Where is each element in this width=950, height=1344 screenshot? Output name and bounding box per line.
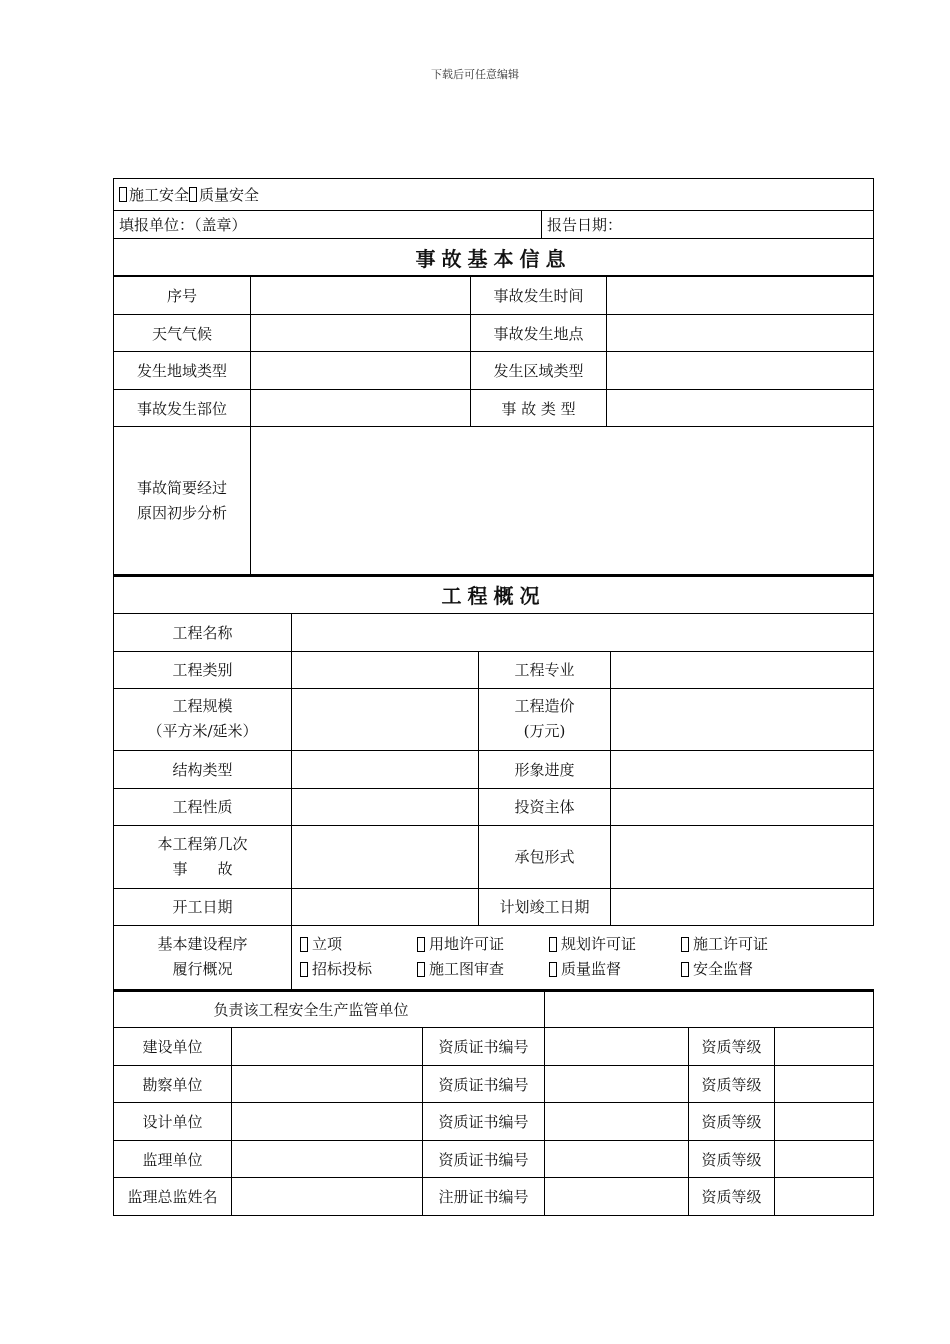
value-chief-supervisor-name[interactable] [232, 1178, 423, 1216]
value-project-category[interactable] [292, 651, 479, 688]
label-weather: 天气气候 [114, 315, 251, 352]
procedure-item-project-approval[interactable] [300, 932, 417, 957]
label-area-type: 发生区域类型 [471, 352, 607, 390]
checkbox-icon[interactable] [417, 962, 425, 977]
value-territory-type[interactable] [251, 352, 471, 390]
project-overview-title: 工程概况 [114, 576, 874, 613]
label-accident-part: 事故发生部位 [114, 390, 251, 427]
label-serial-no: 序号 [114, 277, 251, 315]
value-registration-cert-no[interactable] [545, 1178, 689, 1216]
value-occurrence-time[interactable] [607, 277, 874, 315]
label-accident-type: 事 故 类 型 [471, 390, 607, 427]
label-qualification-grade: 资质等级 [689, 1028, 775, 1066]
label-unit-construction: 建设单位 [114, 1028, 232, 1066]
value-project-name[interactable] [292, 613, 874, 651]
label-cert-no: 资质证书编号 [423, 1141, 545, 1178]
scale-label-line: 工程规模 [172, 697, 233, 715]
label-project-specialty: 工程专业 [479, 651, 611, 688]
procedure-item-safety-supervision[interactable] [681, 957, 753, 982]
label-location: 事故发生地点 [471, 315, 607, 352]
label-chief-supervisor-name: 监理总监姓名 [114, 1178, 232, 1216]
label-registration-cert-no: 注册证书编号 [423, 1178, 545, 1216]
cost-label-line: 工程造价 [514, 697, 575, 715]
project-table [113, 575, 874, 990]
procedure-item-construction-permit[interactable] [681, 932, 768, 957]
value-cert-no[interactable] [545, 1028, 689, 1066]
value-qualification-grade[interactable] [775, 1066, 874, 1103]
procedure-item-label: 招标投标 [312, 960, 373, 978]
checkbox-icon[interactable] [681, 937, 689, 952]
label-structure-type: 结构类型 [114, 750, 292, 788]
label-project-name: 工程名称 [114, 613, 292, 651]
checkbox-icon[interactable] [549, 962, 557, 977]
label-project-cost [479, 688, 611, 750]
procedure-checklist [292, 925, 874, 989]
procedure-row [300, 957, 869, 982]
summary-label-line: 事故简要经过 [136, 478, 227, 497]
value-qualification-grade[interactable] [775, 1178, 874, 1216]
label-accident-count [114, 825, 292, 888]
value-weather[interactable] [251, 315, 471, 352]
header-table [113, 178, 874, 276]
procedure-item-label: 安全监督 [693, 960, 754, 978]
value-structure-type[interactable] [292, 750, 479, 788]
label-start-date: 开工日期 [114, 888, 292, 925]
label-unit-supervisor: 监理单位 [114, 1141, 232, 1178]
procedure-item-label: 用地许可证 [429, 935, 505, 953]
checkbox-construction-safety[interactable] [119, 187, 127, 202]
value-unit-construction[interactable] [232, 1028, 423, 1066]
cost-unit-line: (万元) [523, 722, 566, 740]
value-accident-part[interactable] [251, 390, 471, 427]
label-planned-completion: 计划竣工日期 [479, 888, 611, 925]
scale-unit-line: （平方米/延米） [147, 722, 258, 740]
checkbox-icon[interactable] [549, 937, 557, 952]
procedure-label-line: 履行概况 [172, 960, 233, 978]
value-contract-form[interactable] [611, 825, 874, 888]
procedure-row [300, 932, 869, 957]
procedure-item-drawing-review[interactable] [417, 957, 549, 982]
label-progress: 形象进度 [479, 750, 611, 788]
category-option-label: 质量安全 [199, 186, 260, 204]
value-unit-survey[interactable] [232, 1066, 423, 1103]
label-construction-procedure [114, 925, 292, 989]
value-project-nature[interactable] [292, 788, 479, 825]
value-cert-no[interactable] [545, 1141, 689, 1178]
label-cert-no: 资质证书编号 [423, 1028, 545, 1066]
accident-info-title: 事故基本信息 [114, 239, 874, 276]
page-caption: 下载后可任意编辑 [431, 68, 519, 81]
value-cert-no[interactable] [545, 1066, 689, 1103]
value-project-specialty[interactable] [611, 651, 874, 688]
value-project-scale[interactable] [292, 688, 479, 750]
accident-info-table [113, 276, 874, 575]
label-qualification-grade: 资质等级 [689, 1103, 775, 1141]
accident-count-line: 本工程第几次 [157, 834, 248, 853]
label-project-scale [114, 688, 292, 750]
category-option-label: 施工安全 [129, 186, 190, 204]
procedure-item-label: 规划许可证 [561, 935, 637, 953]
value-qualification-grade[interactable] [775, 1103, 874, 1141]
value-supervision-units[interactable] [545, 991, 874, 1028]
label-project-nature: 工程性质 [114, 788, 292, 825]
checkbox-icon[interactable] [300, 937, 308, 952]
procedure-item-quality-supervision[interactable] [549, 957, 681, 982]
value-progress[interactable] [611, 750, 874, 788]
label-contract-form: 承包形式 [479, 825, 611, 888]
category-row [114, 179, 874, 211]
label-cert-no: 资质证书编号 [423, 1103, 545, 1141]
checkbox-icon[interactable] [300, 962, 308, 977]
summary-label-line: 原因初步分析 [136, 503, 227, 522]
checkbox-quality-safety[interactable] [189, 187, 197, 202]
accident-count-line: 事 故 [172, 859, 233, 878]
label-qualification-grade: 资质等级 [689, 1178, 775, 1216]
label-project-category: 工程类别 [114, 651, 292, 688]
checkbox-icon[interactable] [681, 962, 689, 977]
label-qualification-grade: 资质等级 [689, 1066, 775, 1103]
procedure-item-label: 立项 [312, 935, 343, 953]
label-accident-summary [114, 427, 251, 575]
label-investor: 投资主体 [479, 788, 611, 825]
label-occurrence-time: 事故发生时间 [471, 277, 607, 315]
procedure-item-label: 施工图审查 [429, 960, 505, 978]
value-qualification-grade[interactable] [775, 1141, 874, 1178]
label-territory-type: 发生地域类型 [114, 352, 251, 390]
value-accident-count[interactable] [292, 825, 479, 888]
value-unit-design[interactable] [232, 1103, 423, 1141]
value-start-date[interactable] [292, 888, 479, 925]
procedure-item-label: 质量监督 [561, 960, 622, 978]
report-date-field[interactable]: 报告日期： [542, 211, 874, 239]
value-location[interactable] [607, 315, 874, 352]
procedure-label-line: 基本建设程序 [157, 935, 248, 953]
label-cert-no: 资质证书编号 [423, 1066, 545, 1103]
procedure-item-land-permit[interactable] [417, 932, 549, 957]
procedure-item-bidding[interactable] [300, 957, 417, 982]
value-qualification-grade[interactable] [775, 1028, 874, 1066]
value-accident-summary[interactable] [251, 427, 874, 575]
value-unit-supervisor[interactable] [232, 1141, 423, 1178]
value-accident-type[interactable] [607, 390, 874, 427]
supervision-table [113, 990, 874, 1217]
procedure-item-planning-permit[interactable] [549, 932, 681, 957]
checkbox-icon[interactable] [417, 937, 425, 952]
value-cert-no[interactable] [545, 1103, 689, 1141]
accident-report-form [113, 178, 873, 1216]
value-serial-no[interactable] [251, 277, 471, 315]
reporting-unit-field[interactable]: 填报单位：（盖章） [114, 211, 542, 239]
label-unit-survey: 勘察单位 [114, 1066, 232, 1103]
value-planned-completion[interactable] [611, 888, 874, 925]
value-project-cost[interactable] [611, 688, 874, 750]
value-investor[interactable] [611, 788, 874, 825]
value-area-type[interactable] [607, 352, 874, 390]
label-supervision-units: 负责该工程安全生产监管单位 [114, 991, 545, 1028]
label-qualification-grade: 资质等级 [689, 1141, 775, 1178]
label-unit-design: 设计单位 [114, 1103, 232, 1141]
procedure-item-label: 施工许可证 [693, 935, 769, 953]
